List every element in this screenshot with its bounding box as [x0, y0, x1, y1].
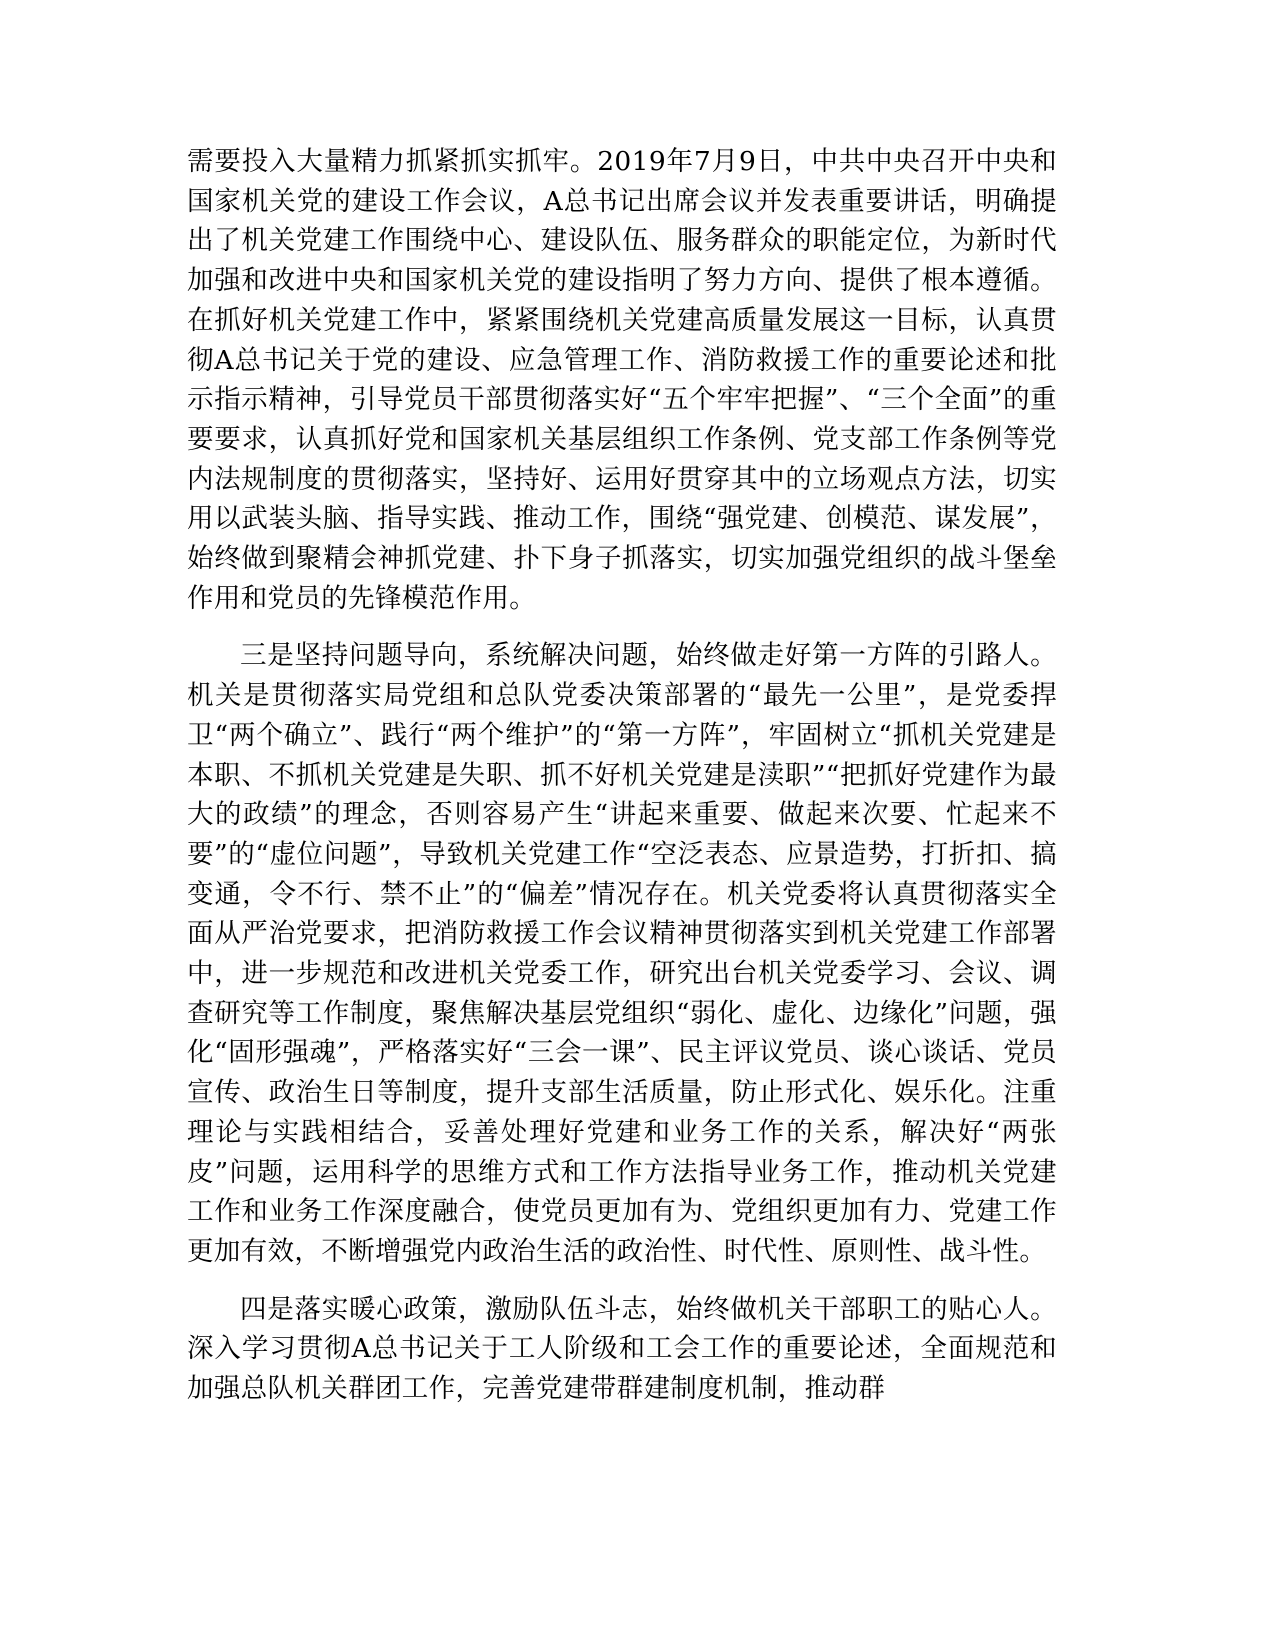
paragraph-warm-heart-policy: 四是落实暖心政策，激励队伍斗志，始终做机关干部职工的贴心人。深入学习贯彻A总书记关于工人阶级和工会工作的重要论述，全面规范和加强总队机关群团工作，完善党建带群建制度机制，推动群: [187, 1293, 1057, 1405]
paragraph-party-building-work: 需要投入大量精力抓紧抓实抓牢。2019年7月9日，中共中央召开中央和国家机关党的建设工作会议，A总书记出席会议并发表重要讲话，明确提出了机关党建工作围绕中心、建设队伍、服务群众的职能定位，为新时代加强和改进中央和国家机关党的建设指明了努力方向、提供了根本遵循。在抓好机关党建工作中，紧紧围绕机关党建高质量发展这一目标，认真贯彻A总书记关于党的建设、应急管理工作、消防救援工作的重要论述和批示指示精神，引导党员干部贯彻落实好“五个牢牢把握”、“三个全面”的重要要求，认真抓好党和国家机关基层组织工作条例、党支部工作条例等党内法规制度的贯彻落实，坚持好、运用好贯穿其中的立场观点方法，切实用以武装头脑、指导实践、推动工作，围绕“强党建、创模范、谋发展”，始终做到聚精会神抓党建、扑下身子抓落实，切实加强党组织的战斗堡垒作用和党员的先锋模范作用。: [187, 146, 1057, 614]
document-body: [187, 142, 1057, 1409]
paragraph-problem-orientation: 三是坚持问题导向，系统解决问题，始终做走好第一方阵的引路人。机关是贯彻落实局党组和总队党委决策部署的“最先一公里”，是党委捍卫“两个确立”、践行“两个维护”的“第一方阵”，牢固树立“抓机关党建是本职、不抓机关党建是失职、抓不好机关党建是渎职”“把抓好党建作为最大的政绩”的理念，否则容易产生“讲起来重要、做起来次要、忙起来不要”的“虚位问题”，导致机关党建工作“空泛表态、应景造势，打折扣、搞变通，令不行、禁不止”的“偏差”情况存在。机关党委将认真贯彻落实全面从严治党要求，把消防救援工作会议精神贯彻落实到机关党建工作部署中，进一步规范和改进机关党委工作，研究出台机关党委学习、会议、调查研究等工作制度，聚焦解决基层党组织“弱化、虚化、边缘化”问题，强化“固形强魂”，严格落实好“三会一课”、民主评议党员、谈心谈话、党员宣传、政治生日等制度，提升支部生活质量，防止形式化、娱乐化。注重理论与实践相结合，妥善处理好党建和业务工作的关系，解决好“两张皮”问题，运用科学的思维方式和工作方法指导业务工作，推动机关党建工作和业务工作深度融合，使党员更加有为、党组织更加有力、党建工作更加有效，不断增强党内政治生活的政治性、时代性、原则性、战斗性。: [187, 640, 1057, 1267]
